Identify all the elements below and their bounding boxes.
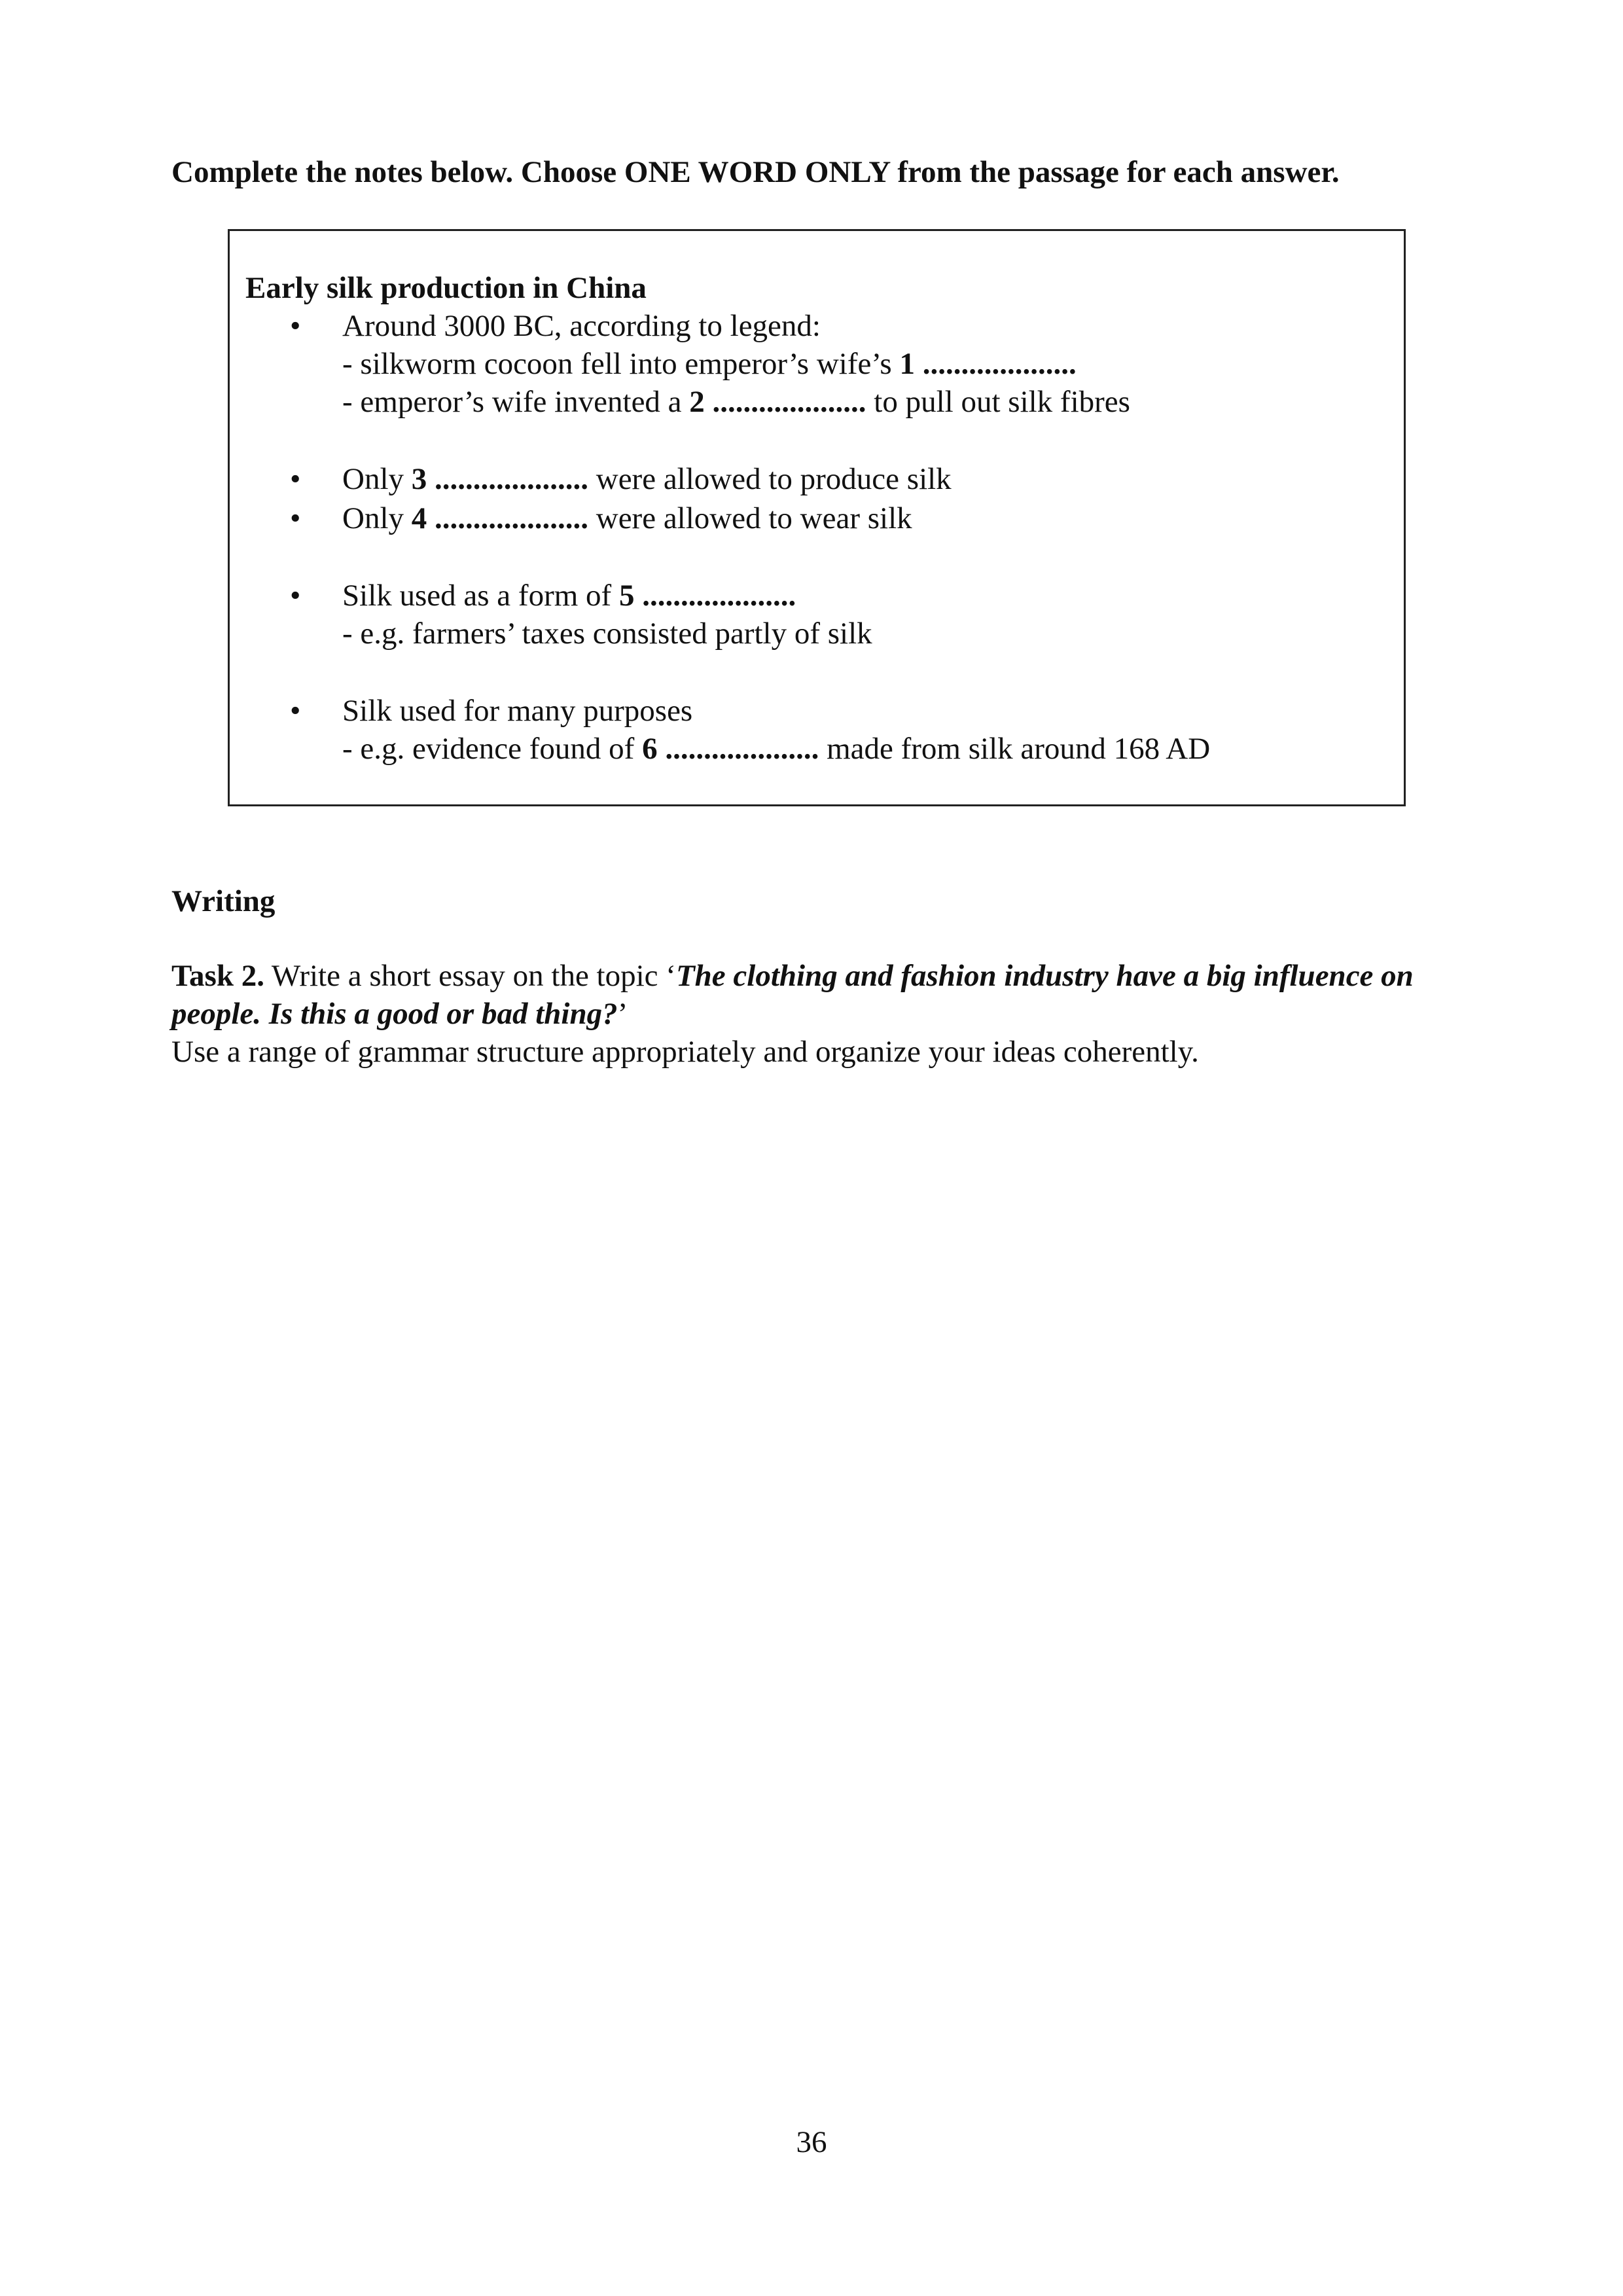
blank-number-6: 6 bbox=[642, 732, 658, 766]
note-text: Only bbox=[342, 462, 412, 496]
note-text: made from silk around 168 AD bbox=[819, 732, 1211, 766]
blank-number-3: 3 bbox=[411, 462, 427, 496]
close-quote: ’ bbox=[617, 997, 628, 1031]
bullet-icon: • bbox=[290, 501, 301, 535]
answer-blank-6: .................... bbox=[665, 732, 819, 766]
note-line-form-of bbox=[342, 577, 796, 615]
blank-number-1: 1 bbox=[899, 347, 915, 381]
note-text: were allowed to produce silk bbox=[588, 462, 952, 496]
note-text: - emperor’s wife invented a bbox=[342, 385, 690, 419]
note-text: were allowed to wear silk bbox=[588, 501, 912, 535]
task-label: Task 2. bbox=[171, 959, 264, 993]
instruction-text: Complete the notes below. Choose ONE WORD ONLY from the passage for each answer. bbox=[171, 155, 1340, 189]
task-instruction: Use a range of grammar structure appropriately and organize your ideas coherently. bbox=[171, 1035, 1199, 1069]
answer-blank-4: .................... bbox=[435, 501, 588, 535]
note-line-wear-silk bbox=[342, 499, 912, 537]
note-subline-evidence bbox=[342, 730, 1210, 768]
note-line-around-3000bc: Around 3000 BC, according to legend: bbox=[342, 309, 821, 343]
notes-title: Early silk production in China bbox=[245, 271, 647, 305]
note-line-many-purposes: Silk used for many purposes bbox=[342, 694, 693, 728]
answer-blank-2: .................... bbox=[712, 385, 866, 419]
note-text: to pull out silk fibres bbox=[866, 385, 1130, 419]
answer-blank-1: .................... bbox=[922, 347, 1077, 381]
page-number: 36 bbox=[796, 2125, 827, 2159]
note-subline-taxes: - e.g. farmers’ taxes consisted partly of silk bbox=[342, 617, 872, 651]
blank-number-2: 2 bbox=[689, 385, 705, 419]
bullet-icon: • bbox=[290, 462, 301, 496]
answer-blank-3: .................... bbox=[435, 462, 588, 496]
blank-number-5: 5 bbox=[618, 579, 635, 613]
writing-heading: Writing bbox=[171, 884, 276, 918]
notes-box bbox=[228, 229, 1406, 806]
bullet-icon: • bbox=[290, 579, 301, 613]
note-text: Silk used as a form of bbox=[342, 579, 619, 613]
note-text: Only bbox=[342, 501, 412, 535]
essay-topic: The clothing and fashion industry have a big influence on people. Is this a good or bad thing? bbox=[171, 959, 1414, 1031]
writing-task bbox=[171, 957, 1480, 1071]
note-text: - e.g. evidence found of bbox=[342, 732, 643, 766]
bullet-icon: • bbox=[290, 309, 301, 343]
answer-blank-5: .................... bbox=[642, 579, 796, 613]
task-intro: Write a short essay on the topic ‘ bbox=[264, 959, 676, 993]
note-subline-invented bbox=[342, 383, 1130, 421]
blank-number-4: 4 bbox=[411, 501, 427, 535]
bullet-icon: • bbox=[290, 694, 301, 728]
note-subline-cocoon bbox=[342, 345, 1077, 383]
note-text: - silkworm cocoon fell into emperor’s wife’s bbox=[342, 347, 900, 381]
note-line-produce-silk bbox=[342, 460, 952, 498]
